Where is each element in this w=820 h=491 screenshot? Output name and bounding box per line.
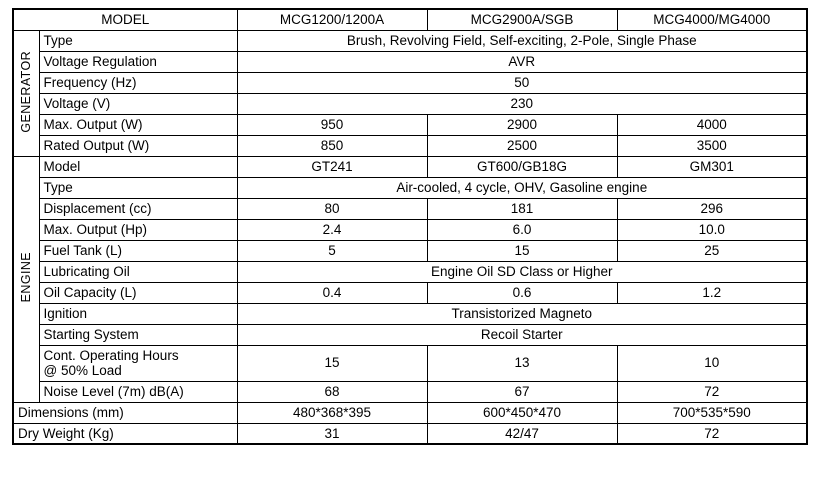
table-row: [13, 135, 807, 156]
row-value-merged: 230: [237, 93, 807, 114]
row-value-2: 67: [427, 381, 617, 402]
table-row: [13, 282, 807, 303]
row-value-merged: 50: [237, 72, 807, 93]
group-label-generator-text: GENERATOR: [19, 50, 34, 133]
group-label-engine-text: ENGINE: [19, 252, 34, 303]
table-row: [13, 345, 807, 381]
row-label: Voltage (V): [39, 93, 237, 114]
table-row: [13, 93, 807, 114]
row-label: Dry Weight (Kg): [13, 423, 237, 444]
row-label: Voltage Regulation: [39, 51, 237, 72]
row-value-2: 2900: [427, 114, 617, 135]
row-label: Dimensions (mm): [13, 402, 237, 423]
table-row: [13, 30, 807, 51]
row-label-line1: Cont. Operating Hours: [43, 347, 179, 363]
row-label: Lubricating Oil: [39, 261, 237, 282]
table-row: [13, 51, 807, 72]
header-column-3: MCG4000/MG4000: [617, 9, 807, 30]
row-label: [39, 345, 237, 381]
row-value-2: 15: [427, 240, 617, 261]
table-row: [13, 261, 807, 282]
row-label: Starting System: [39, 324, 237, 345]
row-value-2: 181: [427, 198, 617, 219]
row-value-merged: Brush, Revolving Field, Self-exciting, 2-Pole, Single Phase: [237, 30, 807, 51]
table-row: [13, 423, 807, 444]
group-label-generator: [13, 30, 39, 156]
row-value-2: 13: [427, 345, 617, 381]
row-value-1: 68: [237, 381, 427, 402]
row-value-3: GM301: [617, 156, 807, 177]
header-column-1: MCG1200/1200A: [237, 9, 427, 30]
row-value-3: 25: [617, 240, 807, 261]
row-value-3: 10: [617, 345, 807, 381]
header-column-2: MCG2900A/SGB: [427, 9, 617, 30]
table-row: [13, 177, 807, 198]
row-label: Displacement (cc): [39, 198, 237, 219]
table-row: [13, 240, 807, 261]
row-value-2: 6.0: [427, 219, 617, 240]
table-row: [13, 72, 807, 93]
row-value-3: 4000: [617, 114, 807, 135]
row-label: Model: [39, 156, 237, 177]
row-label: Type: [39, 30, 237, 51]
row-value-1: 480*368*395: [237, 402, 427, 423]
specifications-table: [12, 8, 808, 445]
table-row: [13, 303, 807, 324]
table-row: [13, 114, 807, 135]
row-value-1: 15: [237, 345, 427, 381]
row-value-merged: Recoil Starter: [237, 324, 807, 345]
row-value-3: 3500: [617, 135, 807, 156]
table-row: [13, 381, 807, 402]
row-value-2: 600*450*470: [427, 402, 617, 423]
header-model-label: MODEL: [13, 9, 237, 30]
row-value-1: 80: [237, 198, 427, 219]
row-label: Frequency (Hz): [39, 72, 237, 93]
row-value-1: 0.4: [237, 282, 427, 303]
row-value-2: GT600/GB18G: [427, 156, 617, 177]
row-value-1: 850: [237, 135, 427, 156]
row-value-3: 700*535*590: [617, 402, 807, 423]
row-value-merged: Engine Oil SD Class or Higher: [237, 261, 807, 282]
row-value-1: 31: [237, 423, 427, 444]
row-label: Fuel Tank (L): [39, 240, 237, 261]
row-label: Rated Output (W): [39, 135, 237, 156]
row-value-3: 72: [617, 423, 807, 444]
table-row: [13, 324, 807, 345]
row-value-2: 0.6: [427, 282, 617, 303]
row-label-line2: @ 50% Load: [43, 363, 122, 379]
row-label: Oil Capacity (L): [39, 282, 237, 303]
row-value-3: 1.2: [617, 282, 807, 303]
row-value-merged: Air-cooled, 4 cycle, OHV, Gasoline engine: [237, 177, 807, 198]
row-label: Ignition: [39, 303, 237, 324]
row-value-1: 2.4: [237, 219, 427, 240]
row-value-3: 10.0: [617, 219, 807, 240]
row-value-3: 296: [617, 198, 807, 219]
row-value-1: 950: [237, 114, 427, 135]
row-value-2: 42/47: [427, 423, 617, 444]
table-header-row: [13, 9, 807, 30]
table-row: [13, 198, 807, 219]
row-value-merged: AVR: [237, 51, 807, 72]
row-label: Noise Level (7m) dB(A): [39, 381, 237, 402]
table-row: [13, 219, 807, 240]
row-value-2: 2500: [427, 135, 617, 156]
group-label-engine: [13, 156, 39, 402]
row-value-3: 72: [617, 381, 807, 402]
row-label: Max. Output (Hp): [39, 219, 237, 240]
row-label: Max. Output (W): [39, 114, 237, 135]
row-value-1: 5: [237, 240, 427, 261]
table-row: [13, 156, 807, 177]
table-row: [13, 402, 807, 423]
row-value-1: GT241: [237, 156, 427, 177]
row-label: Type: [39, 177, 237, 198]
row-value-merged: Transistorized Magneto: [237, 303, 807, 324]
